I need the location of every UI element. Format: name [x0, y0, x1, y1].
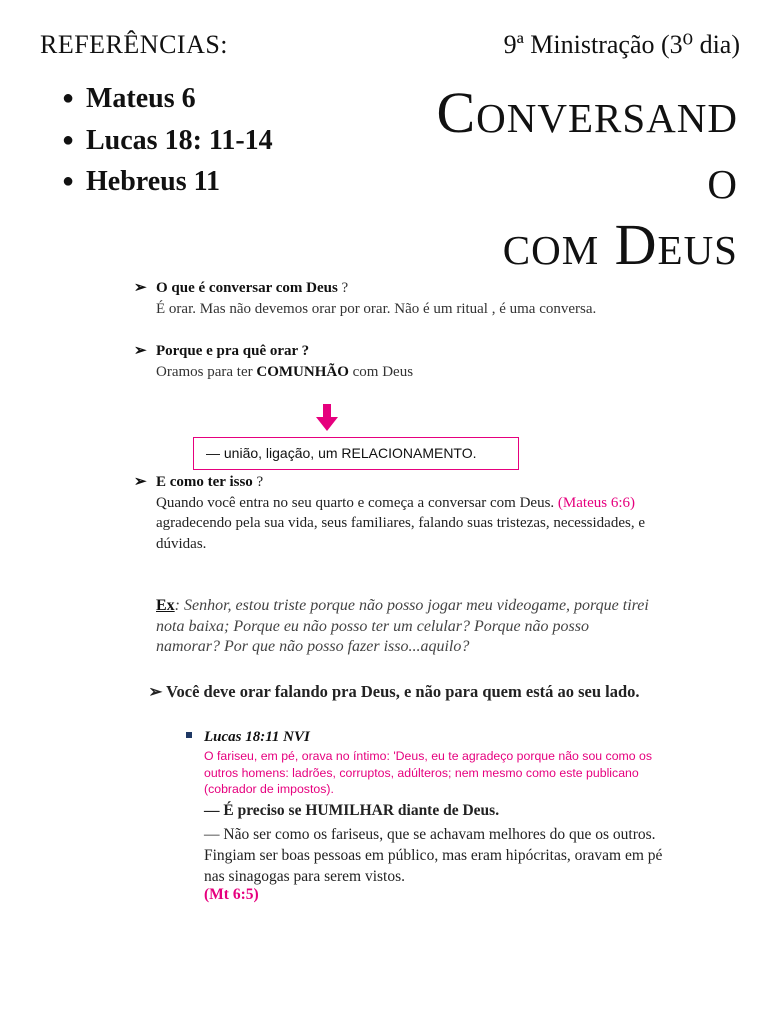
question-block — [134, 472, 654, 554]
title-line: Conversand — [436, 80, 738, 145]
answer-text — [156, 362, 654, 383]
reference-text: Mateus 6 — [86, 83, 196, 114]
title-line: com Deus — [502, 212, 738, 277]
main-point — [134, 680, 654, 704]
title-line: o — [707, 146, 738, 211]
reference-text: Hebreus 11 — [86, 166, 221, 197]
answer-line: agradecendo pela sua vida, seus familiares, falando suas tristezas, necessidades, e dúvidas. — [156, 515, 645, 552]
bullet-icon: ● — [62, 87, 75, 109]
example-label: Ex — [156, 597, 175, 614]
main-point-text: Você deve orar falando pra Deus, e não para quem está ao seu lado. — [166, 682, 640, 701]
verse-reference — [186, 728, 656, 746]
answer-text — [156, 493, 654, 555]
bullet-icon: ● — [62, 128, 75, 151]
page-title — [358, 80, 738, 278]
humble-statement: — É preciso se HUMILHAR diante de Deus. — [204, 802, 500, 819]
reference-item — [62, 78, 273, 120]
arrow-bullet-icon: ➢ — [148, 682, 163, 701]
question-mark: ? — [337, 280, 349, 296]
question-text: Porque e pra quê orar ? — [156, 343, 310, 359]
answer-emphasis: COMUNHÃO — [256, 363, 349, 380]
question-block — [134, 341, 654, 382]
questions-section — [134, 278, 654, 554]
arrow-bullet-icon: ➢ — [134, 474, 147, 490]
answer-prefix: Oramos para ter — [156, 363, 257, 380]
question-block — [134, 278, 654, 319]
verse-ref-text: Lucas 18:11 NVI — [204, 729, 310, 745]
reference-item — [62, 161, 273, 203]
definition-box: — união, ligação, um RELACIONAMENTO. — [193, 437, 519, 470]
references-heading: REFERÊNCIAS: — [40, 30, 229, 59]
question-text: O que é conversar com Deus — [156, 280, 338, 296]
question-mark: ? — [252, 474, 264, 490]
verse-text: O fariseu, em pé, orava no íntimo: 'Deus, eu te agradeço porque não sou como os outros homens: ladrões, corruptos, adúlteros; nem mesmo como este publicano (cobrador de impostos). — [204, 749, 653, 796]
pharisees-text: — Não ser como os fariseus, que se achavam melhores do que os outros. Fingiam ser boas pessoas em público, mas eram hipócritas, oravam em pé nas sinagogas para serem vistos. — [204, 826, 663, 885]
reference-item — [62, 120, 273, 162]
reference-text: Lucas 18: 11-14 — [86, 124, 273, 156]
answer-text: É orar. Mas não devemos orar por orar. Não é um ritual , é uma conversa. — [156, 300, 597, 317]
arrow-bullet-icon: ➢ — [134, 280, 147, 296]
square-bullet-icon — [186, 732, 192, 738]
question-text: E como ter isso — [156, 474, 253, 490]
scripture-ref: (Mt 6:5) — [204, 886, 259, 903]
ministry-label: 9ª Ministração (3⁰ dia) — [503, 30, 740, 59]
bullet-icon: ● — [62, 170, 75, 192]
example-body: : Senhor, estou triste porque não posso jogar meu videogame, porque tirei nota baixa; Porque eu não posso ter um celular? Porque não posso namorar? Por que não posso fazer isso...aquilo? — [156, 597, 649, 655]
scripture-ref: (Mateus 6:6) — [557, 494, 635, 511]
answer-line: Quando você entra no seu quarto e começa a conversar com Deus. — [156, 494, 555, 511]
answer-suffix: com Deus — [348, 363, 414, 380]
down-arrow-icon — [316, 404, 338, 432]
example-text — [156, 596, 656, 658]
arrow-bullet-icon: ➢ — [134, 343, 147, 359]
references-list — [62, 78, 273, 203]
